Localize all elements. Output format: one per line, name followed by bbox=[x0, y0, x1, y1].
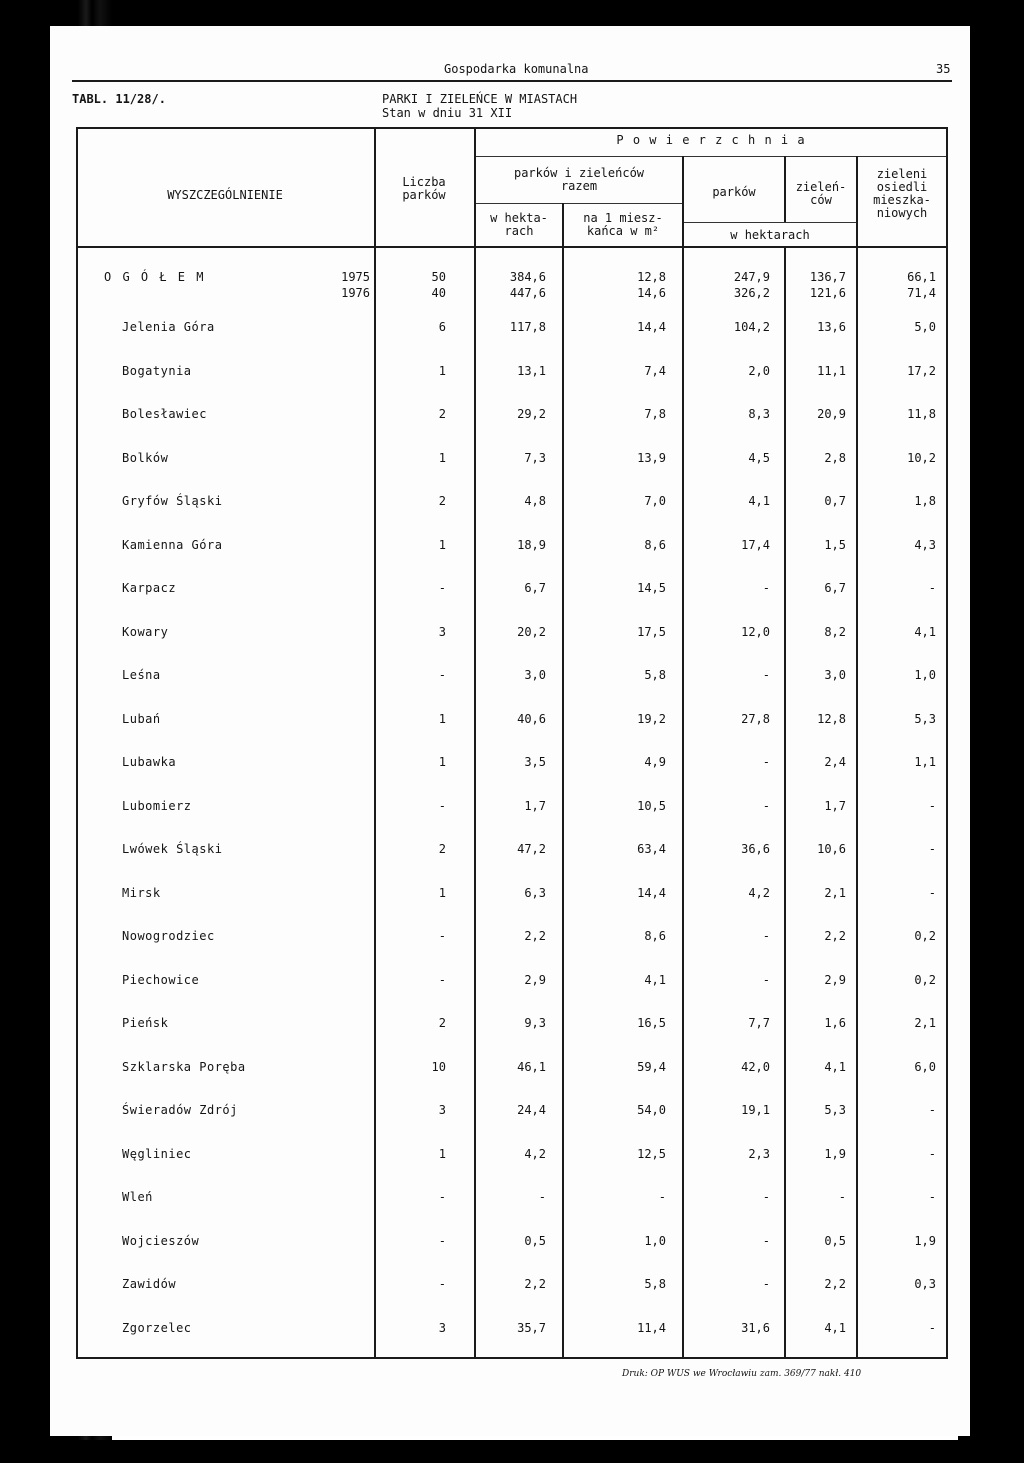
scan-border-bottom bbox=[0, 1440, 1024, 1463]
row-m2: - bbox=[658, 1190, 666, 1204]
row-m2: 14,4 bbox=[637, 320, 666, 334]
row-liczba: 6 bbox=[438, 320, 446, 334]
row-parkow: - bbox=[762, 668, 770, 682]
row-osiedli: 17,2 bbox=[907, 364, 936, 378]
row-osiedli: 6,0 bbox=[914, 1060, 936, 1074]
row-name: Kowary bbox=[122, 625, 169, 639]
row-m2: 14,5 bbox=[637, 581, 666, 595]
row-name: Nowogrodziec bbox=[122, 929, 215, 943]
row-ha: 20,2 bbox=[517, 625, 546, 639]
row-m2: 8,6 bbox=[644, 929, 666, 943]
total-zielencow: 136,7 bbox=[809, 270, 846, 284]
row-parkow: 36,6 bbox=[741, 842, 770, 856]
row-ha: 29,2 bbox=[517, 407, 546, 421]
row-liczba: 1 bbox=[438, 538, 446, 552]
row-ha: 0,5 bbox=[524, 1234, 546, 1248]
row-name: Lubawka bbox=[122, 755, 177, 769]
row-zielencow: 10,6 bbox=[817, 842, 846, 856]
header-zieleni-2: osiedli bbox=[876, 180, 928, 194]
row-liczba: 1 bbox=[438, 755, 446, 769]
row-name: Zawidów bbox=[122, 1277, 177, 1291]
row-ha: 117,8 bbox=[509, 320, 546, 334]
row-ha: 9,3 bbox=[524, 1016, 546, 1030]
row-parkow: - bbox=[762, 581, 770, 595]
row-parkow: - bbox=[762, 1277, 770, 1291]
row-zielencow: 2,8 bbox=[824, 451, 846, 465]
row-m2: 12,5 bbox=[637, 1147, 666, 1161]
total-ha: 447,6 bbox=[509, 286, 546, 300]
row-name: Leśna bbox=[122, 668, 161, 682]
row-liczba: - bbox=[438, 668, 446, 682]
row-liczba: - bbox=[438, 1234, 446, 1248]
table-top-rule bbox=[76, 127, 948, 129]
row-m2: 1,0 bbox=[644, 1234, 666, 1248]
row-osiedli: - bbox=[928, 1103, 936, 1117]
row-name: Mirsk bbox=[122, 886, 161, 900]
row-ha: 2,9 bbox=[524, 973, 546, 987]
total-m2: 14,6 bbox=[637, 286, 666, 300]
row-liczba: - bbox=[438, 581, 446, 595]
row-parkow: 104,2 bbox=[733, 320, 770, 334]
row-osiedli: - bbox=[928, 581, 936, 595]
row-osiedli: - bbox=[928, 1190, 936, 1204]
row-ha: - bbox=[538, 1190, 546, 1204]
row-ha: 4,8 bbox=[524, 494, 546, 508]
total-osiedli: 71,4 bbox=[907, 286, 936, 300]
header-na-mieszkanca-2: kańca w m² bbox=[586, 224, 660, 238]
row-ha: 7,3 bbox=[524, 451, 546, 465]
row-liczba: 2 bbox=[438, 407, 446, 421]
row-parkow: 7,7 bbox=[748, 1016, 770, 1030]
row-m2: 4,9 bbox=[644, 755, 666, 769]
row-m2: 19,2 bbox=[637, 712, 666, 726]
row-osiedli: 4,1 bbox=[914, 625, 936, 639]
razem-rule bbox=[474, 203, 682, 204]
header-wyszczegolnienie: WYSZCZEGÓLNIENIE bbox=[167, 188, 283, 202]
header-rule bbox=[72, 80, 952, 82]
col-border-left bbox=[76, 127, 78, 1359]
row-liczba: - bbox=[438, 799, 446, 813]
row-name: Bogatynia bbox=[122, 364, 192, 378]
header-zielencow-2: ców bbox=[810, 193, 832, 207]
row-osiedli: - bbox=[928, 842, 936, 856]
row-osiedli: 0,3 bbox=[914, 1277, 936, 1291]
row-osiedli: - bbox=[928, 799, 936, 813]
table-title: PARKI I ZIELEŃCE W MIASTACH bbox=[382, 92, 578, 106]
total-parkow: 326,2 bbox=[733, 286, 770, 300]
row-parkow: 31,6 bbox=[741, 1321, 770, 1335]
row-osiedli: 11,8 bbox=[907, 407, 936, 421]
row-name: Kamienna Góra bbox=[122, 538, 223, 552]
row-ha: 2,2 bbox=[524, 929, 546, 943]
header-powierzchnia: P o w i e r z c h n i a bbox=[616, 133, 806, 147]
row-osiedli: 0,2 bbox=[914, 929, 936, 943]
header-na-mieszkanca-1: na 1 miesz- bbox=[583, 211, 663, 225]
row-liczba: 1 bbox=[438, 364, 446, 378]
row-name: Lwówek Śląski bbox=[122, 842, 223, 856]
row-osiedli: 1,9 bbox=[914, 1234, 936, 1248]
row-name: Karpacz bbox=[122, 581, 177, 595]
row-parkow: 12,0 bbox=[741, 625, 770, 639]
row-osiedli: 4,3 bbox=[914, 538, 936, 552]
total-liczba: 50 bbox=[431, 270, 446, 284]
page-number: 35 bbox=[936, 62, 951, 76]
row-zielencow: 4,1 bbox=[824, 1060, 846, 1074]
row-m2: 16,5 bbox=[637, 1016, 666, 1030]
row-liczba: 1 bbox=[438, 451, 446, 465]
row-parkow: 4,1 bbox=[748, 494, 770, 508]
row-osiedli: 5,0 bbox=[914, 320, 936, 334]
row-zielencow: 2,9 bbox=[824, 973, 846, 987]
col-border-right bbox=[946, 127, 948, 1359]
row-parkow: - bbox=[762, 755, 770, 769]
header-zielencow-1: zieleń- bbox=[795, 180, 847, 194]
row-zielencow: 0,7 bbox=[824, 494, 846, 508]
row-parkow: 19,1 bbox=[741, 1103, 770, 1117]
row-osiedli: 1,0 bbox=[914, 668, 936, 682]
col-border-1 bbox=[374, 127, 376, 1359]
row-ha: 13,1 bbox=[517, 364, 546, 378]
running-header: Gospodarka komunalna bbox=[444, 62, 589, 76]
row-osiedli: - bbox=[928, 886, 936, 900]
row-ha: 40,6 bbox=[517, 712, 546, 726]
header-zieleni-4: niowych bbox=[876, 206, 928, 220]
row-parkow: 17,4 bbox=[741, 538, 770, 552]
row-liczba: - bbox=[438, 1190, 446, 1204]
row-parkow: 2,3 bbox=[748, 1147, 770, 1161]
row-zielencow: 8,2 bbox=[824, 625, 846, 639]
powierzchnia-rule bbox=[474, 156, 948, 157]
row-name: Gryfów Śląski bbox=[122, 494, 223, 508]
row-ha: 6,7 bbox=[524, 581, 546, 595]
row-ha: 6,3 bbox=[524, 886, 546, 900]
row-name: Bolesławiec bbox=[122, 407, 207, 421]
row-osiedli: 10,2 bbox=[907, 451, 936, 465]
row-m2: 13,9 bbox=[637, 451, 666, 465]
row-m2: 14,4 bbox=[637, 886, 666, 900]
header-w-hektarach: w hektarach bbox=[730, 228, 810, 242]
table-id: TABL. 11/28/. bbox=[72, 92, 166, 106]
row-osiedli: 0,2 bbox=[914, 973, 936, 987]
row-name: Zgorzelec bbox=[122, 1321, 192, 1335]
row-zielencow: 5,3 bbox=[824, 1103, 846, 1117]
row-m2: 4,1 bbox=[644, 973, 666, 987]
row-ha: 2,2 bbox=[524, 1277, 546, 1291]
header-parkow-zielencow-2: razem bbox=[560, 179, 598, 193]
row-parkow: 4,2 bbox=[748, 886, 770, 900]
header-zieleni-1: zieleni bbox=[876, 167, 928, 181]
row-name: Lubań bbox=[122, 712, 161, 726]
row-zielencow: 20,9 bbox=[817, 407, 846, 421]
row-zielencow: 13,6 bbox=[817, 320, 846, 334]
row-m2: 17,5 bbox=[637, 625, 666, 639]
row-osiedli: - bbox=[928, 1147, 936, 1161]
total-osiedli: 66,1 bbox=[907, 270, 936, 284]
row-zielencow: 4,1 bbox=[824, 1321, 846, 1335]
total-m2: 12,8 bbox=[637, 270, 666, 284]
row-liczba: - bbox=[438, 929, 446, 943]
row-liczba: 3 bbox=[438, 1103, 446, 1117]
hektarach-rule bbox=[682, 222, 856, 223]
row-parkow: 42,0 bbox=[741, 1060, 770, 1074]
table-subtitle: Stan w dniu 31 XII bbox=[382, 106, 513, 120]
row-zielencow: 6,7 bbox=[824, 581, 846, 595]
row-zielencow: 2,2 bbox=[824, 1277, 846, 1291]
row-liczba: 2 bbox=[438, 494, 446, 508]
print-note: Druk: OP WUS we Wrocławiu zam. 369/77 nakł. 410 bbox=[622, 1369, 862, 1379]
row-parkow: - bbox=[762, 1190, 770, 1204]
row-m2: 7,8 bbox=[644, 407, 666, 421]
total-year: 1976 bbox=[341, 286, 370, 300]
header-hektarach-2: rach bbox=[504, 224, 534, 238]
row-zielencow: - bbox=[838, 1190, 846, 1204]
row-m2: 5,8 bbox=[644, 1277, 666, 1291]
row-liczba: 1 bbox=[438, 886, 446, 900]
row-zielencow: 2,1 bbox=[824, 886, 846, 900]
row-name: Pieńsk bbox=[122, 1016, 169, 1030]
row-zielencow: 1,6 bbox=[824, 1016, 846, 1030]
row-m2: 11,4 bbox=[637, 1321, 666, 1335]
row-name: Piechowice bbox=[122, 973, 200, 987]
row-name: Szklarska Poręba bbox=[122, 1060, 246, 1074]
header-zieleni-3: mieszka- bbox=[873, 193, 931, 207]
row-ha: 4,2 bbox=[524, 1147, 546, 1161]
row-osiedli: 5,3 bbox=[914, 712, 936, 726]
row-zielencow: 1,5 bbox=[824, 538, 846, 552]
row-osiedli: 1,8 bbox=[914, 494, 936, 508]
row-zielencow: 1,9 bbox=[824, 1147, 846, 1161]
row-liczba: 1 bbox=[438, 712, 446, 726]
total-ha: 384,6 bbox=[509, 270, 546, 284]
row-zielencow: 2,4 bbox=[824, 755, 846, 769]
row-parkow: - bbox=[762, 973, 770, 987]
row-m2: 7,4 bbox=[644, 364, 666, 378]
row-m2: 10,5 bbox=[637, 799, 666, 813]
row-liczba: - bbox=[438, 973, 446, 987]
row-m2: 59,4 bbox=[637, 1060, 666, 1074]
row-name: Wleń bbox=[122, 1190, 153, 1204]
row-zielencow: 1,7 bbox=[824, 799, 846, 813]
row-liczba: - bbox=[438, 1277, 446, 1291]
header-parkow-zielencow-1: parków i zieleńców bbox=[513, 166, 645, 180]
total-liczba: 40 bbox=[431, 286, 446, 300]
row-parkow: - bbox=[762, 1234, 770, 1248]
row-parkow: 27,8 bbox=[741, 712, 770, 726]
row-parkow: 2,0 bbox=[748, 364, 770, 378]
row-osiedli: 1,1 bbox=[914, 755, 936, 769]
row-ha: 35,7 bbox=[517, 1321, 546, 1335]
table-bottom-rule bbox=[76, 1357, 948, 1359]
row-liczba: 3 bbox=[438, 625, 446, 639]
header-bottom-rule bbox=[76, 246, 948, 248]
header-hektarach-1: w hekta- bbox=[490, 211, 548, 225]
row-m2: 5,8 bbox=[644, 668, 666, 682]
header-parkow: parków bbox=[712, 185, 756, 199]
row-osiedli: - bbox=[928, 1321, 936, 1335]
row-liczba: 2 bbox=[438, 842, 446, 856]
total-year: 1975 bbox=[341, 270, 370, 284]
row-name: Wojcieszów bbox=[122, 1234, 200, 1248]
row-ha: 1,7 bbox=[524, 799, 546, 813]
row-zielencow: 0,5 bbox=[824, 1234, 846, 1248]
total-parkow: 247,9 bbox=[733, 270, 770, 284]
row-name: Lubomierz bbox=[122, 799, 192, 813]
row-liczba: 10 bbox=[431, 1060, 446, 1074]
row-ha: 3,5 bbox=[524, 755, 546, 769]
row-m2: 8,6 bbox=[644, 538, 666, 552]
row-ha: 3,0 bbox=[524, 668, 546, 682]
header-liczba-1: Liczba bbox=[402, 175, 446, 189]
row-osiedli: 2,1 bbox=[914, 1016, 936, 1030]
row-ha: 24,4 bbox=[517, 1103, 546, 1117]
total-zielencow: 121,6 bbox=[809, 286, 846, 300]
row-parkow: 8,3 bbox=[748, 407, 770, 421]
col-border-2 bbox=[474, 127, 476, 1359]
row-ha: 18,9 bbox=[517, 538, 546, 552]
row-liczba: 1 bbox=[438, 1147, 446, 1161]
row-parkow: - bbox=[762, 799, 770, 813]
row-liczba: 3 bbox=[438, 1321, 446, 1335]
row-parkow: 4,5 bbox=[748, 451, 770, 465]
row-parkow: - bbox=[762, 929, 770, 943]
row-zielencow: 12,8 bbox=[817, 712, 846, 726]
row-zielencow: 11,1 bbox=[817, 364, 846, 378]
row-m2: 63,4 bbox=[637, 842, 666, 856]
row-name: Jelenia Góra bbox=[122, 320, 215, 334]
row-ha: 46,1 bbox=[517, 1060, 546, 1074]
row-liczba: 2 bbox=[438, 1016, 446, 1030]
row-name: Węgliniec bbox=[122, 1147, 192, 1161]
row-zielencow: 3,0 bbox=[824, 668, 846, 682]
row-m2: 7,0 bbox=[644, 494, 666, 508]
row-name: Bolków bbox=[122, 451, 169, 465]
row-zielencow: 2,2 bbox=[824, 929, 846, 943]
row-name: Świeradów Zdrój bbox=[122, 1103, 238, 1117]
total-label: O G Ó Ł E M bbox=[104, 270, 206, 284]
row-ha: 47,2 bbox=[517, 842, 546, 856]
row-m2: 54,0 bbox=[637, 1103, 666, 1117]
header-liczba-2: parków bbox=[402, 188, 446, 202]
